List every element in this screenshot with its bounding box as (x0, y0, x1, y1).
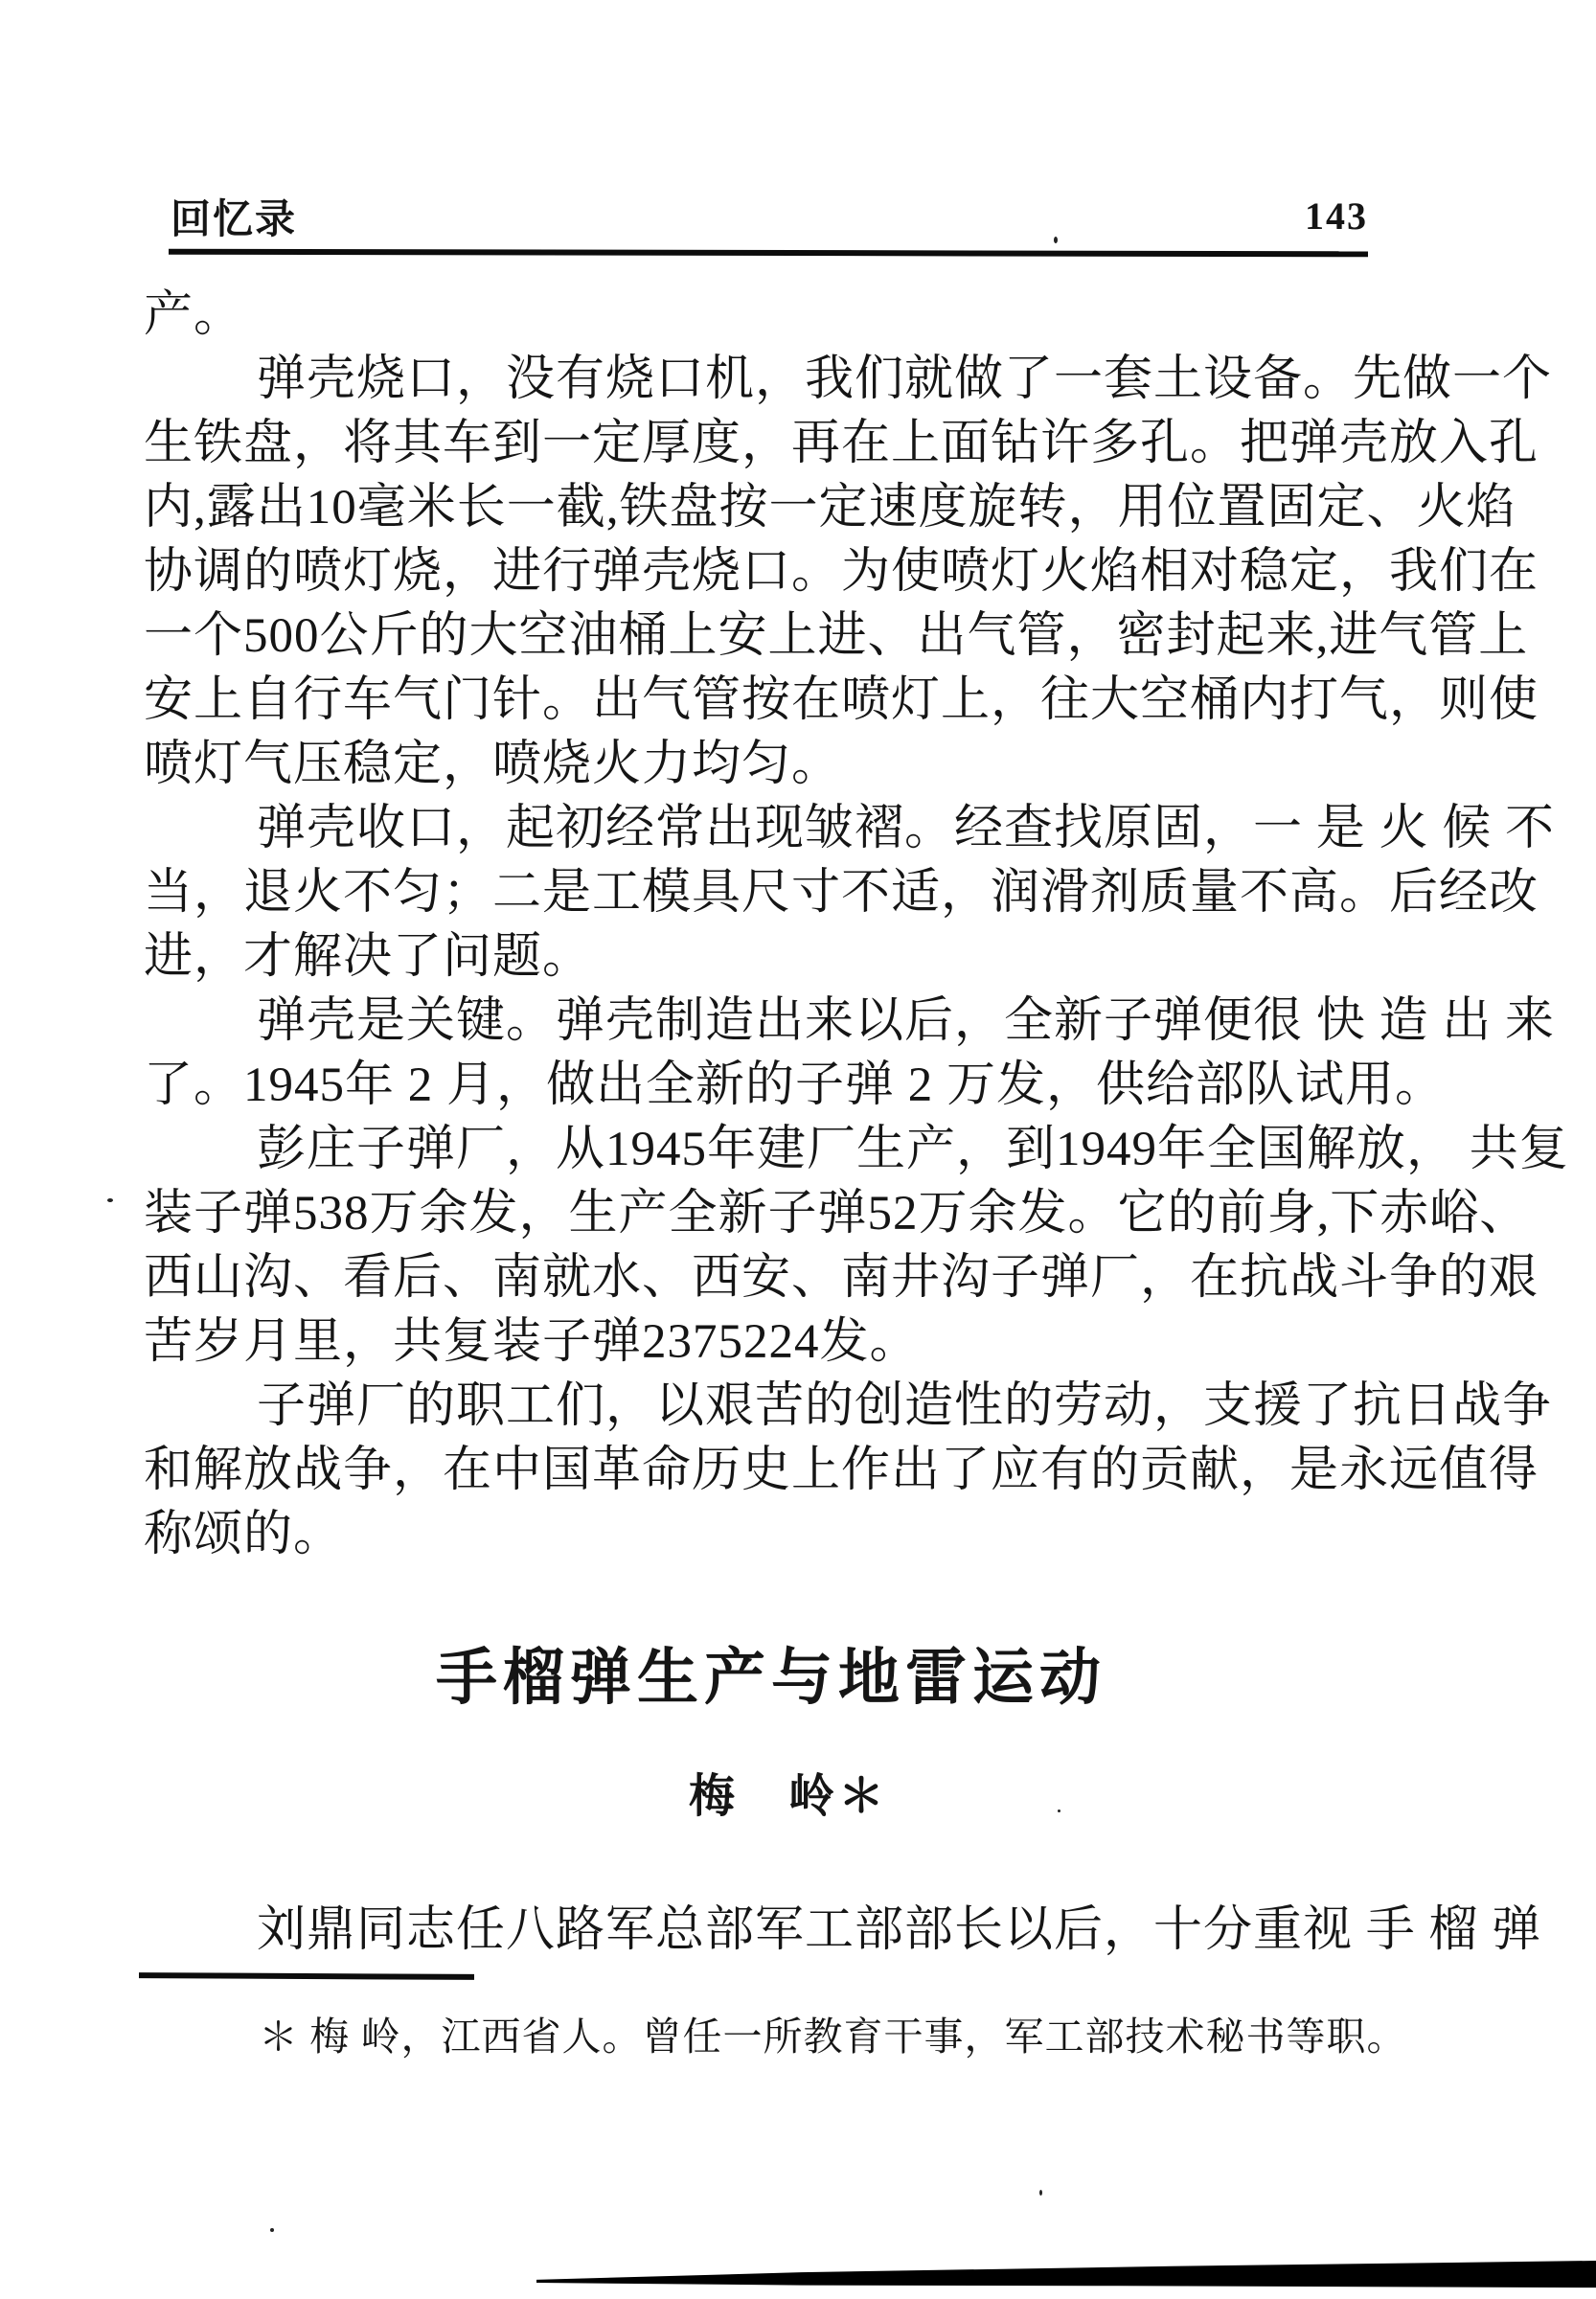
text-line: 协调的喷灯烧，进行弹壳烧口。为使喷灯火焰相对稳定，我们在 (144, 545, 1539, 599)
text-line: 苦岁月里，共复装子弹2375224发。 (144, 1315, 920, 1369)
header-rule (169, 249, 1368, 258)
footnote-rule (139, 1972, 474, 1980)
text-line: 西山沟、看后、南就水、西安、南井沟子弹厂，在抗战斗争的艰 (144, 1251, 1539, 1305)
scan-artifact (1054, 237, 1058, 243)
text-line: 彭庄子弹厂，从1945年建厂生产，到1949年全国解放， 共复 (257, 1123, 1569, 1176)
text-line: 内,露出10毫米长一截,铁盘按一定速度旋转，用位置固定、火焰 (144, 481, 1516, 535)
text-line: 和解放战争，在中国革命历史上作出了应有的贡献，是永远值得 (144, 1444, 1539, 1497)
footnote-text: ＊ 梅 岭，江西省人。曾任一所教育干事，军工部技术秘书等职。 (259, 2014, 1407, 2059)
body-text (144, 284, 1569, 1567)
text-line: 喷灯气压稳定，喷烧火力均匀。 (144, 738, 842, 791)
text-line: 产。 (144, 288, 244, 342)
text-line: 子弹厂的职工们，以艰苦的创造性的劳动，支援了抗日战争 (257, 1379, 1553, 1433)
text-line: 刘鼎同志任八路军总部军工部部长以后，十分重视 手 榴 弹 (257, 1903, 1542, 1957)
scan-artifact (1058, 1810, 1060, 1812)
text-line: 弹壳是关键。弹壳制造出来以后，全新子弹便很 快 造 出 来 (257, 994, 1556, 1048)
scan-artifact (536, 2261, 1596, 2291)
text-line: 了。1945年 2 月，做出全新的子弹 2 万发，供给部队试用。 (144, 1058, 1446, 1112)
text-line: 弹壳烧口，没有烧口机，我们就做了一套土设备。先做一个 (257, 353, 1553, 406)
text-line: 生铁盘，将其车到一定厚度，再在上面钻许多孔。把弹壳放入孔 (144, 417, 1539, 470)
text-line: 称颂的。 (144, 1508, 344, 1561)
text-line: 弹壳收口，起初经常出现皱褶。经查找原固，一 是 火 候 不 (257, 802, 1556, 855)
text-line: 进，才解决了问题。 (144, 930, 593, 984)
running-head-section-title: 回忆录 (171, 198, 298, 242)
article-author: 梅 岭＊ (688, 1771, 888, 1822)
page-number: 143 (1305, 194, 1368, 238)
text-line: 安上自行车气门针。出气管按在喷灯上，往大空桶内打气，则使 (144, 673, 1539, 727)
scan-artifact (270, 2228, 274, 2232)
scan-artifact (1039, 2190, 1042, 2196)
text-line: 装子弹538万余发，生产全新子弹52万余发。它的前身,下赤峪、 (144, 1187, 1530, 1241)
scan-artifact (107, 1198, 113, 1202)
article-title: 手榴弹生产与地雷运动 (436, 1644, 1106, 1712)
text-line: 当，退火不匀；二是工模具尺寸不适，润滑剂质量不高。后经改 (144, 866, 1539, 920)
article-first-paragraph (144, 1899, 1542, 1963)
text-line: 一个500公斤的大空油桶上安上进、出气管，密封起来,进气管上 (144, 609, 1529, 663)
